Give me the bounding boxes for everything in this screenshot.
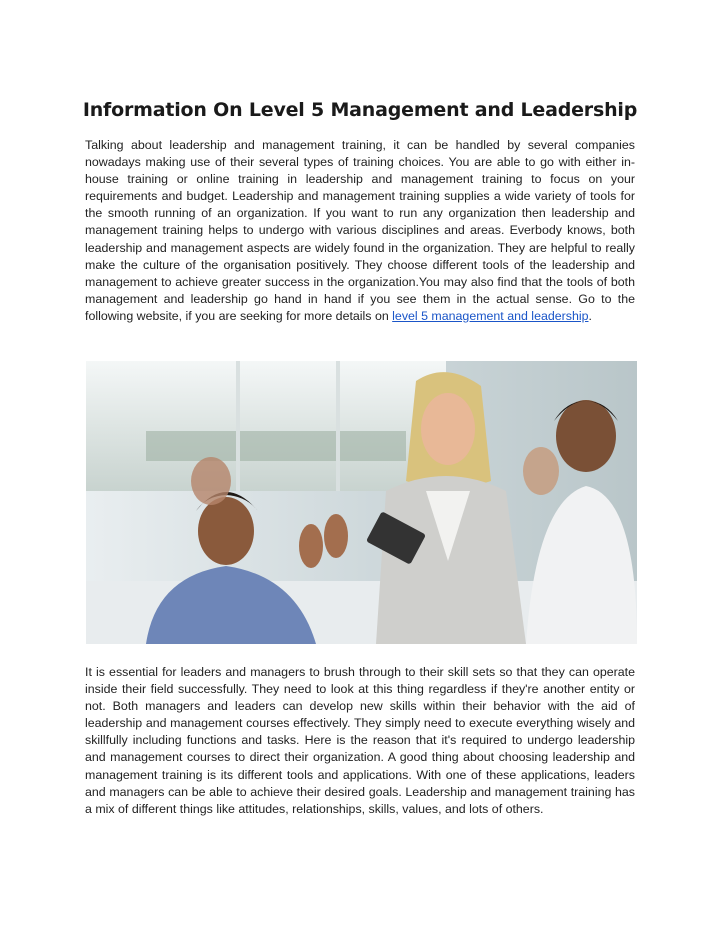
intro-paragraph-text: Talking about leadership and management training, it can be handled by several companies nowadays making use of their several types of training choices. You are able to go with either in-house training or online training in leadership and management training to focus on your requirements and budget. Leadership and management training supplies a wide variety of tools for the smooth running of an organization. If you want to run any organization then leadership and management training helps to undergo with various disciplines and areas. Everbody knows, both leadership and management aspects are widely found in the organization. They are helpful to really make the culture of the organisation positively. They choose different tools of the leadership and management to achieve greater success in the organization.You may also find that the tools of both management and leadership go hand in hand if you see them in the actual sense. Go to the following website, if you are seeking for more details on — [85, 138, 635, 323]
intro-paragraph — [85, 137, 635, 325]
page-title: Information On Level 5 Management and Leadership — [82, 98, 638, 121]
level5-link[interactable]: level 5 management and leadership — [392, 308, 589, 323]
intro-paragraph-end: . — [588, 308, 592, 323]
body-paragraph: It is essential for leaders and managers to brush through to their skill sets so that they can operate inside their field successfully. They need to look at this thing regardless if they're another entity or not. Both managers and leaders can develop new skills within their behavior with the aid of leadership and management courses effectively. They simply need to execute everything wisely and skillfully including functions and tasks. Here is the reason that it's required to undergo leadership and management courses to direct their organization. A good thing about choosing leadership and management training is its different tools and applications. With one of these applications, leaders and managers can be able to achieve their desired goals. Leadership and management training has a mix of different things like attitudes, relationships, skills, values, and lots of others. — [85, 665, 635, 816]
team-meeting-photo — [86, 361, 637, 644]
